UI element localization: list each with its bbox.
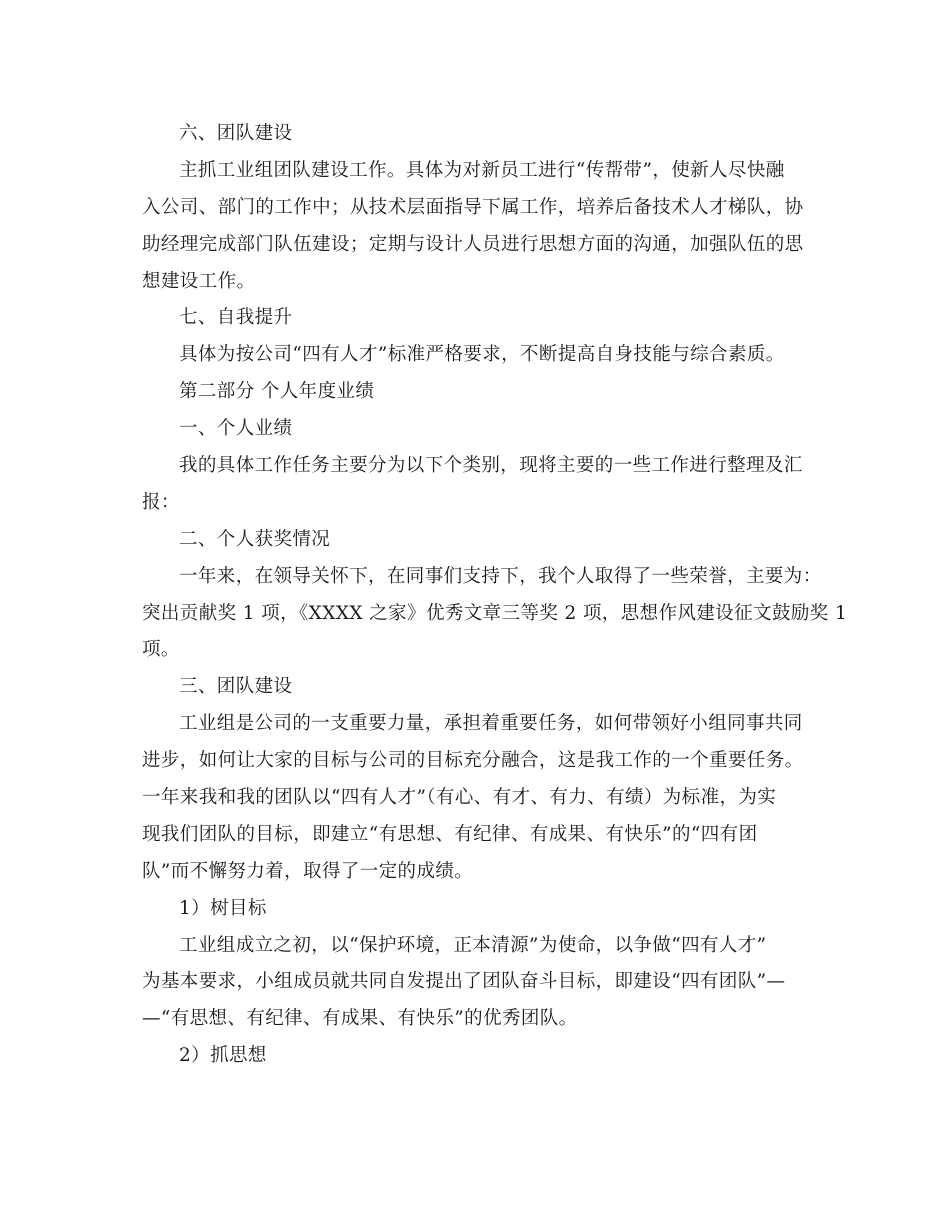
text-line: 报： [142, 491, 180, 513]
text-line: 入公司、部门的工作中；从技术层面指导下属工作，培养后备技术人才梯队，协 [142, 196, 804, 218]
text-line: 我的具体工作任务主要分为以下个类别，现将主要的一些工作进行整理及汇 [179, 455, 803, 477]
text-line: 工业组成立之初，以“保护环境，正本清源”为使命，以争做“四有人才” [179, 934, 767, 956]
text-line: 一年来我和我的团队以“四有人才”（有心、有才、有力、有绩）为标准，为实 [142, 787, 777, 809]
document-body [142, 116, 848, 1075]
text-line: 一、个人业绩 [179, 418, 293, 440]
text-line: 队”而不懈努力着，取得了一定的成绩。 [142, 860, 474, 882]
text-line: 工业组是公司的一支重要力量，承担着重要任务，如何带领好小组同事共同 [179, 713, 803, 735]
text-line: 七、自我提升 [179, 307, 293, 329]
text-line: 二、个人获奖情况 [179, 528, 331, 550]
text-line: 具体为按公司“四有人才”标准严格要求，不断提高自身技能与综合素质。 [179, 344, 785, 366]
text-line: 项。 [142, 639, 180, 661]
text-line: 1）树目标 [179, 897, 267, 919]
text-line: 主抓工业组团队建设工作。具体为对新员工进行“传帮带”，使新人尽快融 [179, 159, 785, 181]
text-line: 六、团队建设 [179, 123, 293, 144]
text-line: 想建设工作。 [142, 270, 256, 292]
text-line: 2）抓思想 [179, 1045, 267, 1067]
text-line: 三、团队建设 [179, 676, 293, 698]
text-line: 为基本要求，小组成员就共同自发提出了团队奋斗目标，即建设“四有团队”— [142, 971, 786, 993]
text-line: 现我们团队的目标，即建立“有思想、有纪律、有成果、有快乐”的“四有团 [142, 823, 758, 845]
text-line: 一年来，在领导关怀下，在同事们支持下，我个人取得了一些荣誉，主要为： [179, 565, 822, 587]
text-line: 进步，如何让大家的目标与公司的目标充分融合，这是我工作的一个重要任务。 [142, 750, 804, 772]
text-line: 第二部分 个人年度业绩 [179, 381, 375, 403]
text-line: —“有思想、有纪律、有成果、有快乐”的优秀团队。 [142, 1008, 578, 1030]
text-line: 助经理完成部门队伍建设；定期与设计人员进行思想方面的沟通，加强队伍的思 [142, 233, 804, 255]
text-line: 突出贡献奖 1 项，《XXXX 之家》优秀文章三等奖 2 项，思想作风建设征文鼓励奖 1 [142, 602, 848, 624]
